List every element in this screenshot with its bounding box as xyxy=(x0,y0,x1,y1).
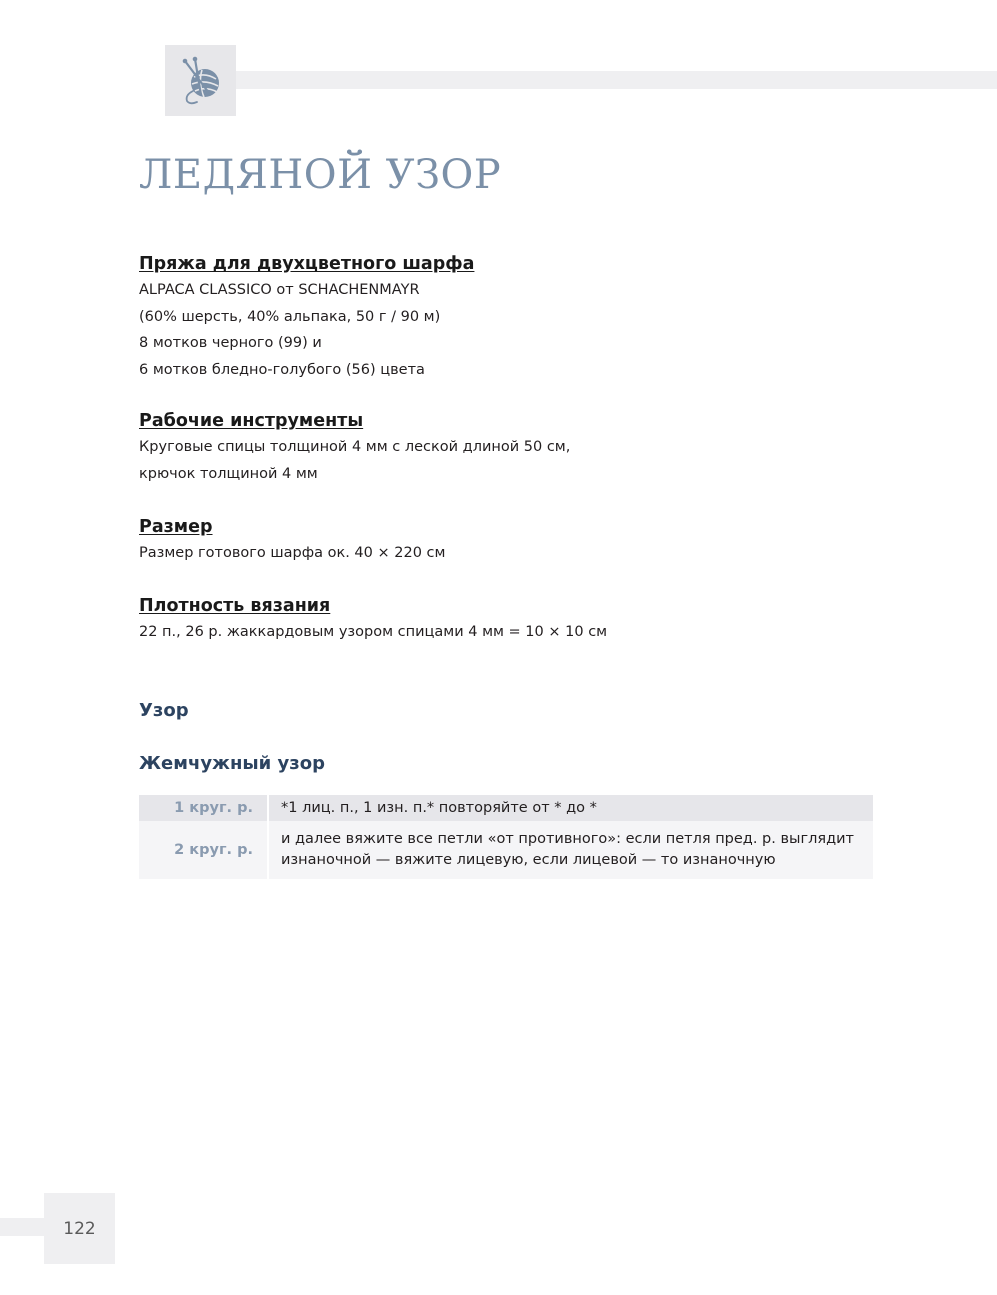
section-heading: Пряжа для двухцветного шарфа xyxy=(139,254,475,274)
header-band xyxy=(236,71,997,89)
section-line: ALPACA CLASSICO от SCHACHENMAYR xyxy=(139,282,420,298)
row-text: и далее вяжите все петли «от противного»: если петля пред. р. выглядит изнаночной — вяжите лицевую, если лицевой — то изнаночную xyxy=(269,821,873,879)
table-row xyxy=(139,795,873,821)
row-label: 2 круг. р. xyxy=(139,821,267,879)
section-line: крючок толщиной 4 мм xyxy=(139,465,318,482)
section-line: 8 мотков черного (99) и xyxy=(139,335,322,351)
pattern-table xyxy=(139,795,873,879)
section-line: Размер готового шарфа ок. 40 × 220 см xyxy=(139,545,446,561)
section-line: 6 мотков бледно-голубого (56) цвета xyxy=(139,361,425,378)
section-size xyxy=(139,516,445,567)
section-tools xyxy=(139,410,570,487)
section-heading: Плотность вязания xyxy=(139,596,331,616)
footer-band xyxy=(0,1218,44,1236)
section-line: (60% шерсть, 40% альпака, 50 г / 90 м) xyxy=(139,308,441,325)
table-row xyxy=(139,821,873,879)
section-line: Круговые спицы толщиной 4 мм с леской длиной 50 см, xyxy=(139,439,571,455)
section-gauge xyxy=(139,595,607,646)
logo-box xyxy=(165,45,236,116)
section-heading: Рабочие инструменты xyxy=(139,411,364,431)
row-text: *1 лиц. п., 1 изн. п.* повторяйте от * до * xyxy=(269,795,873,821)
pattern-subheading: Жемчужный узор xyxy=(139,753,325,774)
section-heading: Размер xyxy=(139,517,213,537)
page-number: 122 xyxy=(44,1193,115,1264)
section-line: 22 п., 26 р. жаккардовым узором спицами 4 мм = 10 × 10 см xyxy=(139,624,608,640)
page-title: ЛЕДЯНОЙ УЗОР xyxy=(139,152,502,198)
yarn-ball-knitting-needles-icon xyxy=(175,55,227,107)
row-label: 1 круг. р. xyxy=(139,795,267,821)
pattern-heading: Узор xyxy=(139,700,189,721)
section-yarn xyxy=(139,253,474,383)
